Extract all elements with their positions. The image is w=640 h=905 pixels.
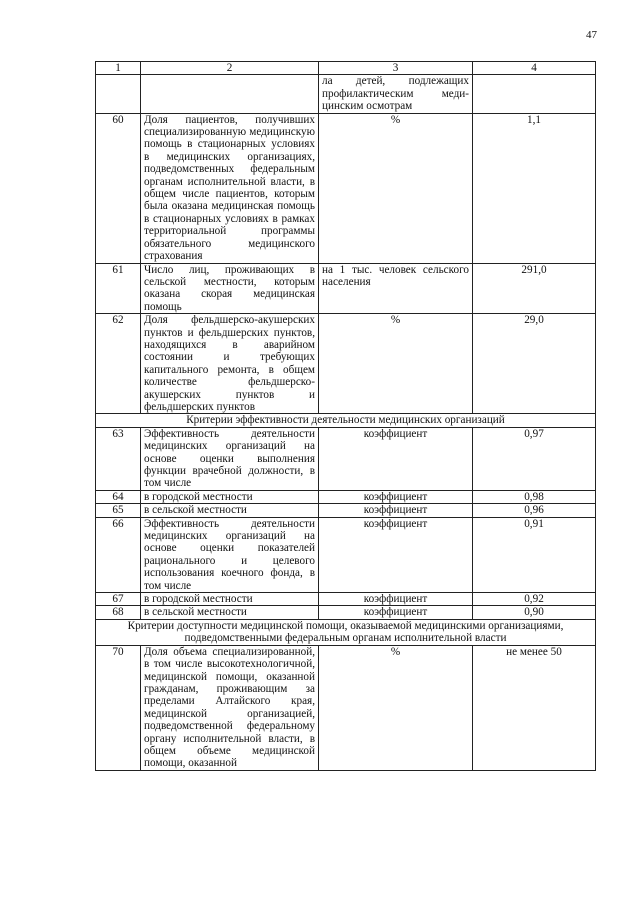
row-number: 70	[96, 645, 141, 770]
section-heading: Критерии эффективности деятельности медицинских организаций	[96, 414, 596, 427]
row-number: 64	[96, 490, 141, 503]
value-cell: 1,1	[473, 113, 596, 263]
table-row	[96, 490, 596, 503]
row-number: 62	[96, 314, 141, 414]
row-number	[96, 75, 141, 113]
table-row	[96, 517, 596, 592]
table-row	[96, 504, 596, 517]
indicator-name: Число лиц, проживающих в сельской местности, которым оказана скорая медицинская помощь	[141, 263, 319, 314]
indicator-name: в сельской местности	[141, 606, 319, 619]
table-row	[96, 593, 596, 606]
indicator-name: Эффективность деятельности медицинских организаций на основе оценки показателей рационального и целевого использования коечного фонда, в том числе	[141, 517, 319, 592]
row-number: 60	[96, 113, 141, 263]
indicator-name: в городской местности	[141, 593, 319, 606]
unit-cell: на 1 тыс. человек сельского населения	[319, 263, 473, 314]
value-cell: 0,90	[473, 606, 596, 619]
value-cell: 0,91	[473, 517, 596, 592]
row-number: 65	[96, 504, 141, 517]
value-cell	[473, 75, 596, 113]
section-heading: Критерии доступности медицинской помощи, оказываемой медицинскими организациями, подведомственными федеральным органам исполнительной власти	[96, 619, 596, 645]
unit-cell: коэффициент	[319, 490, 473, 503]
value-cell: 0,92	[473, 593, 596, 606]
unit-cell: %	[319, 314, 473, 414]
unit-cell: %	[319, 113, 473, 263]
table-row	[96, 606, 596, 619]
unit-cell: коэффициент	[319, 593, 473, 606]
continuation-row	[96, 75, 596, 113]
value-cell: 291,0	[473, 263, 596, 314]
unit-cell: %	[319, 645, 473, 770]
indicator-name: в городской местности	[141, 490, 319, 503]
table-row	[96, 645, 596, 770]
section-row	[96, 414, 596, 427]
unit-cell: коэффициент	[319, 517, 473, 592]
table-row	[96, 427, 596, 490]
indicators-table	[95, 61, 596, 771]
table-row	[96, 113, 596, 263]
unit-cell: коэффициент	[319, 427, 473, 490]
value-cell: 0,98	[473, 490, 596, 503]
indicator-name: в сельской местности	[141, 504, 319, 517]
indicator-name: Эффективность деятельности медицинских организаций на основе оценки выполнения функции врачебной должности, в том числе	[141, 427, 319, 490]
row-number: 68	[96, 606, 141, 619]
value-cell: не менее 50	[473, 645, 596, 770]
indicator-name: Доля фельдшерско-акушерских пунктов и фельдшерских пунктов, находящихся в аварийном состоянии и требующих капитального ремонта, в общем количестве фельдшерско-акушерских пунктов и фельдшерских пунктов	[141, 314, 319, 414]
header-cell: 2	[141, 62, 319, 75]
row-number: 67	[96, 593, 141, 606]
unit-cell: ла детей, подлежащих профилактическим меди-цинским осмотрам	[319, 75, 473, 113]
value-cell: 0,96	[473, 504, 596, 517]
row-number: 63	[96, 427, 141, 490]
value-cell: 29,0	[473, 314, 596, 414]
value-cell: 0,97	[473, 427, 596, 490]
indicator-name: Доля пациентов, получивших специализированную медицинскую помощь в стационарных условиях в медицинских организациях, подведомственных федеральным органам исполнительной власти, в общем числе пациентов, которым была оказана медицинская помощь в стационарных условиях в рамках территориальной программы обязательного медицинского страхования	[141, 113, 319, 263]
header-cell: 4	[473, 62, 596, 75]
section-row	[96, 619, 596, 645]
page-number: 47	[586, 29, 597, 41]
unit-cell: коэффициент	[319, 504, 473, 517]
indicator-name	[141, 75, 319, 113]
indicator-name: Доля объема специализированной, в том числе высокотехнологичной, медицинской помощи, оказанной гражданам, проживающим за пределами Алтайского края, медицинской организацией, подведомственной федеральному органу исполнительной власти, в общем объеме медицинской помощи, оказанной	[141, 645, 319, 770]
header-cell: 1	[96, 62, 141, 75]
row-number: 61	[96, 263, 141, 314]
row-number: 66	[96, 517, 141, 592]
unit-cell: коэффициент	[319, 606, 473, 619]
header-cell: 3	[319, 62, 473, 75]
header-row	[96, 62, 596, 75]
table-row	[96, 314, 596, 414]
table-row	[96, 263, 596, 314]
